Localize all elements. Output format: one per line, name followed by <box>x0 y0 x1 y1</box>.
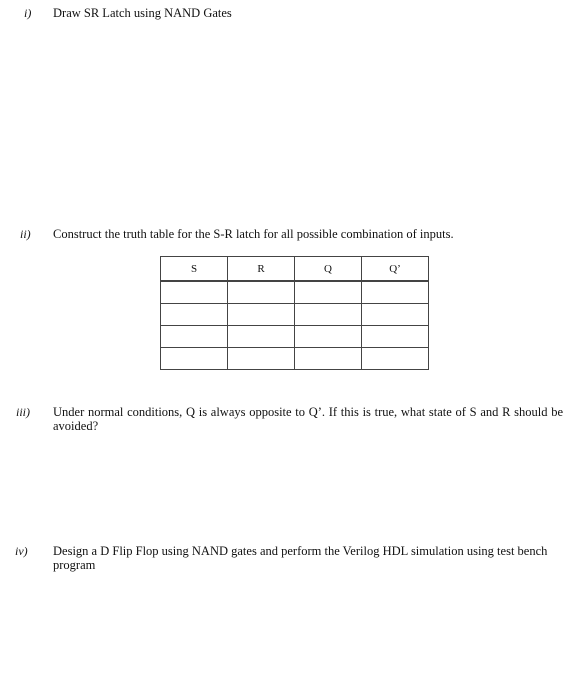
header-q: Q <box>295 257 362 282</box>
table-cell[interactable] <box>362 348 429 370</box>
table-cell[interactable] <box>228 326 295 348</box>
table-cell[interactable] <box>362 304 429 326</box>
table-cell[interactable] <box>228 281 295 304</box>
table-cell[interactable] <box>228 348 295 370</box>
table-row <box>161 326 429 348</box>
question-text: Construct the truth table for the S-R latch for all possible combination of inputs. <box>53 227 454 241</box>
table-row <box>161 281 429 304</box>
table-cell[interactable] <box>161 348 228 370</box>
question-text: Draw SR Latch using NAND Gates <box>53 6 232 20</box>
table-cell[interactable] <box>161 326 228 348</box>
table-cell[interactable] <box>295 304 362 326</box>
question-number: ii) <box>20 227 31 241</box>
table-cell[interactable] <box>362 326 429 348</box>
table-header-row <box>161 257 429 282</box>
table-cell[interactable] <box>362 281 429 304</box>
question-text: Under normal conditions, Q is always opposite to Q’. If this is true, what state of S and R should be avoided? <box>53 405 563 433</box>
table-row <box>161 348 429 370</box>
question-number: iii) <box>16 405 30 419</box>
question-text: Design a D Flip Flop using NAND gates and perform the Verilog HDL simulation using test bench program <box>53 544 548 572</box>
question-number: i) <box>24 6 32 20</box>
table-cell[interactable] <box>161 304 228 326</box>
truth-table <box>160 256 429 370</box>
table-cell[interactable] <box>295 281 362 304</box>
question-number: iv) <box>15 544 28 558</box>
table-cell[interactable] <box>295 326 362 348</box>
table-cell[interactable] <box>161 281 228 304</box>
header-q-prime: Q’ <box>362 257 429 282</box>
header-r: R <box>228 257 295 282</box>
table-row <box>161 304 429 326</box>
header-s: S <box>161 257 228 282</box>
table-cell[interactable] <box>295 348 362 370</box>
table-cell[interactable] <box>228 304 295 326</box>
